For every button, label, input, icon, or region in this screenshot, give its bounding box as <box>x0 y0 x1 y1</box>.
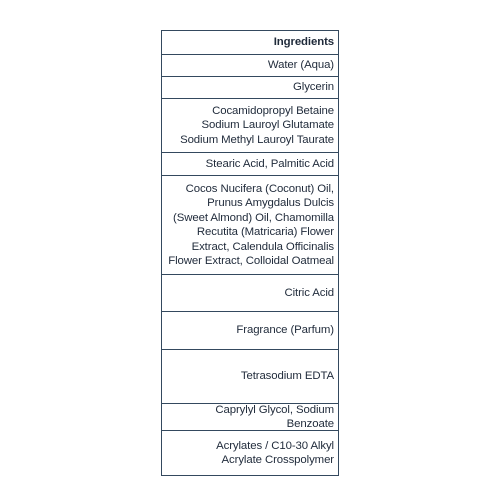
table-header <box>162 31 338 55</box>
table-row <box>162 275 338 312</box>
ingredient-cell: Caprylyl Glycol, Sodium Benzoate <box>215 403 334 430</box>
table-row <box>162 55 338 77</box>
ingredient-cell: Acrylates / C10-30 Alkyl Acrylate Crosspolymer <box>216 439 334 466</box>
table-row <box>162 312 338 350</box>
table-row <box>162 350 338 404</box>
ingredient-cell: Cocamidopropyl Betaine Sodium Lauroyl Glutamate Sodium Methyl Lauroyl Taurate <box>180 104 334 146</box>
table-row <box>162 99 338 153</box>
table-row <box>162 77 338 99</box>
ingredients-table <box>161 30 339 476</box>
table-row <box>162 176 338 275</box>
ingredients-heading: Ingredients <box>273 36 334 49</box>
ingredient-cell: Water (Aqua) <box>267 59 334 72</box>
table-row <box>162 431 338 475</box>
table-row <box>162 153 338 176</box>
ingredient-cell: Cocos Nucifera (Coconut) Oil, Prunus Amygdalus Dulcis (Sweet Almond) Oil, Chamomilla Recutita (Matricaria) Flower Extract, Calendula Officinalis Flower Extract, Colloidal Oatmeal <box>168 182 334 267</box>
table-row <box>162 404 338 431</box>
ingredient-cell: Fragrance (Parfum) <box>236 324 334 337</box>
ingredient-cell: Citric Acid <box>284 286 334 299</box>
ingredient-cell: Tetrasodium EDTA <box>240 370 334 383</box>
ingredient-cell: Glycerin <box>293 81 334 94</box>
ingredient-cell: Stearic Acid, Palmitic Acid <box>205 157 334 170</box>
